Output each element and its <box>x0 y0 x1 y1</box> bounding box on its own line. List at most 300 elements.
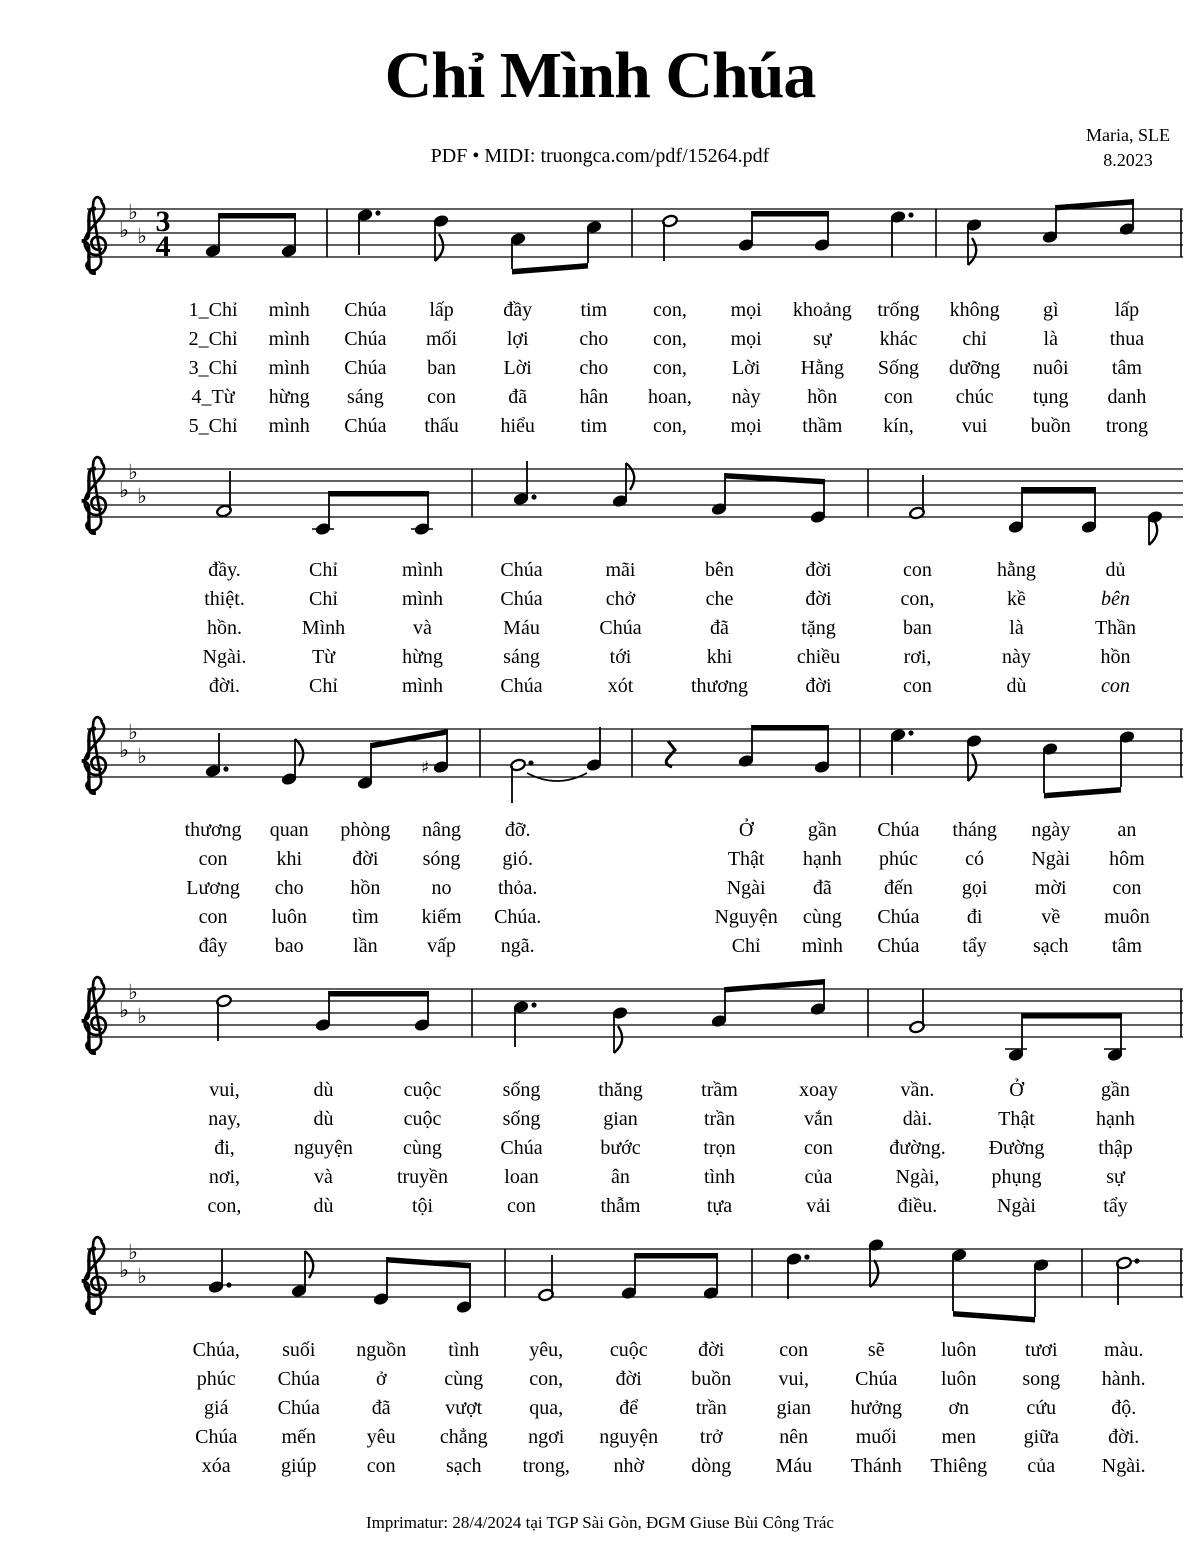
note <box>373 1257 389 1306</box>
lyric-syllable: tháng <box>952 818 997 841</box>
system-2 <box>75 449 1185 701</box>
lyric-syllable: quan <box>269 818 309 841</box>
lyric-syllable: bao <box>274 934 304 957</box>
lyric-syllable: 3_Chỉ <box>188 356 238 379</box>
lyrics-block <box>75 816 1185 961</box>
meta-row <box>0 123 1200 189</box>
lyric-line-1 <box>75 1336 1185 1365</box>
lyric-syllable: mình <box>401 674 444 697</box>
lyric-syllable: Ngài <box>1031 847 1071 870</box>
note <box>711 473 727 516</box>
lyric-syllable: Ở <box>738 818 754 841</box>
lyric-syllable: tội <box>411 1194 434 1217</box>
lyric-syllable: mến <box>281 1425 316 1448</box>
lyric-syllable: an <box>1117 818 1137 841</box>
lyric-syllable: trong, <box>522 1454 570 1477</box>
lyric-syllable: dòng <box>691 1454 732 1477</box>
lyric-syllable <box>556 816 632 845</box>
note <box>414 991 430 1032</box>
beam <box>1022 487 1096 493</box>
beam <box>512 263 588 275</box>
lyric-syllable: cùng <box>403 1136 442 1159</box>
note <box>1081 487 1097 534</box>
lyric-syllable: đời. <box>1108 1425 1140 1448</box>
beam <box>725 473 825 485</box>
lyric-syllable: sáng <box>347 385 384 408</box>
lyric-syllable: kín, <box>883 414 914 437</box>
lyric-syllable: Thật <box>727 847 765 870</box>
lyric-syllable: màu. <box>1104 1338 1144 1361</box>
lyric-syllable: đời <box>615 1367 642 1390</box>
author: Maria, SLE <box>1086 124 1170 145</box>
lyric-line-5 <box>75 932 1185 961</box>
lyric-syllable: gian <box>603 1107 638 1130</box>
lyric-syllable: phòng <box>340 818 391 841</box>
lyric-syllable: đây <box>198 934 228 957</box>
lyric-syllable: no <box>431 876 452 899</box>
lyric-syllable: Chúa <box>599 616 642 639</box>
lyric-syllable: phúc <box>879 847 918 870</box>
lyric-syllable: hạnh <box>802 847 842 870</box>
beam <box>635 1253 718 1259</box>
lyric-syllable: Thiêng <box>930 1454 988 1477</box>
lyric-syllable: phúc <box>196 1367 236 1390</box>
lyric-syllable: trống <box>877 298 920 321</box>
lyric-syllable: Chúa <box>277 1367 320 1390</box>
lyric-syllable: nay, <box>208 1107 241 1130</box>
lyric-syllable: tặng <box>801 616 836 639</box>
lyric-syllable: hoan, <box>648 385 692 408</box>
system-1 <box>75 189 1185 441</box>
brace-glyph: { <box>77 1234 101 1321</box>
lyric-syllable: con <box>804 1136 833 1159</box>
lyric-syllable: tâm <box>1111 356 1142 379</box>
lyric-syllable: này <box>1002 645 1031 668</box>
lyric-syllable: đi <box>966 905 983 928</box>
lyric-syllable: Chúa <box>344 327 387 350</box>
lyric-syllable: có <box>965 847 985 870</box>
lyric-line-2 <box>75 1105 1185 1134</box>
lyric-syllable: cùng <box>802 905 842 928</box>
beam <box>329 491 429 497</box>
lyric-syllable: sống <box>502 1078 541 1101</box>
lyric-syllable: đầy <box>503 298 533 321</box>
lyric-line-5 <box>75 1452 1185 1481</box>
note <box>1147 510 1163 545</box>
lyric-syllable: nguồn <box>356 1338 407 1361</box>
lyric-line-1 <box>75 816 1185 845</box>
half-note <box>538 1255 554 1302</box>
lyric-syllable: chẳng <box>439 1425 488 1448</box>
staff-system <box>75 969 1185 1074</box>
lyric-syllable: hôm <box>1109 847 1145 870</box>
lyric-syllable: Lương <box>186 876 240 899</box>
lyric-syllable: 5_Chỉ <box>188 414 238 437</box>
lyric-syllable: Chúa <box>877 818 920 841</box>
lyric-syllable: buồn <box>1030 414 1071 437</box>
lyric-syllable: mình <box>401 587 444 610</box>
lyric-syllable: dủ <box>1105 558 1126 581</box>
lyric-syllable: bước <box>600 1136 641 1159</box>
lyric-syllable: Máu <box>503 616 540 639</box>
lyric-syllable: tẩy <box>962 934 987 957</box>
lyric-syllable: Chúa <box>195 1425 238 1448</box>
lyric-syllable: Chỉ <box>309 558 338 581</box>
lyric-syllable: nguyện <box>599 1425 659 1448</box>
lyric-syllable: mình <box>268 356 310 379</box>
lyric-syllable: muối <box>855 1425 897 1448</box>
lyric-syllable: loan <box>504 1165 539 1188</box>
note <box>281 213 297 258</box>
lyric-syllable: đã <box>812 876 832 899</box>
lyric-syllable <box>632 816 708 845</box>
lyric-syllable: mình <box>801 934 843 957</box>
lyric-syllable: của <box>1027 1454 1056 1477</box>
lyric-syllable: xoay <box>799 1078 838 1101</box>
lyric-syllable: mình <box>268 414 310 437</box>
lyric-syllable: ngơi <box>528 1425 565 1448</box>
lyrics-block <box>75 556 1185 701</box>
lyric-syllable: tươi <box>1024 1338 1058 1361</box>
lyric-syllable: sạch <box>1032 934 1069 957</box>
lyric-syllable: mọi <box>730 298 762 321</box>
lyric-syllable: con, <box>900 587 935 610</box>
lyric-syllable: con <box>884 385 913 408</box>
lyric-syllable: hằng <box>997 558 1036 581</box>
lyric-syllable: khi <box>706 645 733 668</box>
lyric-syllable: thương <box>184 818 242 841</box>
lyric-syllable: con, <box>653 414 687 437</box>
note <box>814 725 830 774</box>
lyric-syllable: 2_Chỉ <box>188 327 238 350</box>
lyrics-block <box>75 1336 1185 1481</box>
note <box>433 214 449 261</box>
lyric-syllable: Chúa <box>344 298 387 321</box>
note <box>814 211 830 252</box>
lyric-syllable: sự <box>1106 1165 1125 1188</box>
time-signature-bottom: 4 <box>155 229 171 263</box>
lyric-syllable: mối <box>425 327 458 350</box>
note <box>890 210 914 257</box>
flat-icon: ♭ <box>128 459 138 484</box>
note <box>456 1263 472 1314</box>
lyric-syllable: mọi <box>730 414 762 437</box>
lyric-syllable: là <box>1043 327 1058 350</box>
lyric-syllable: hành. <box>1101 1367 1146 1390</box>
lyric-syllable: đời <box>805 674 832 697</box>
lyric-syllable: mọi <box>730 327 762 350</box>
lyric-syllable: cuộc <box>403 1107 442 1130</box>
lyric-syllable: trần <box>703 1107 736 1130</box>
lyric-syllable: độ. <box>1111 1396 1137 1419</box>
note <box>738 211 754 252</box>
lyric-syllable: nâng <box>422 818 461 841</box>
lyric-syllable: ngã. <box>500 934 535 957</box>
lyric-syllable: Chúa, <box>192 1338 240 1361</box>
lyric-line-1 <box>75 296 1185 325</box>
lyric-syllable: Lời <box>503 356 532 379</box>
beam <box>752 211 829 217</box>
lyric-syllable: Từ <box>311 645 336 668</box>
lyric-syllable: tới <box>609 645 632 668</box>
lyric-syllable: ban <box>427 356 456 379</box>
lyric-syllable: sự <box>812 327 832 350</box>
lyric-syllable: sạch <box>445 1454 482 1477</box>
lyric-syllable: về <box>1041 905 1061 928</box>
lyric-syllable: thầm <box>802 414 843 437</box>
lyric-syllable: men <box>941 1425 976 1448</box>
lyric-syllable: hồn. <box>207 616 242 639</box>
lyric-syllable: mình <box>268 327 310 350</box>
lyric-syllable: hồn <box>1100 645 1131 668</box>
lyric-syllable: sẽ <box>867 1338 885 1361</box>
lyric-syllable: Ngài, <box>895 1165 940 1188</box>
lyric-syllable: tâm <box>1111 934 1142 957</box>
lyrics-block <box>75 1076 1185 1221</box>
note <box>205 213 221 258</box>
lyric-syllable: tựa <box>706 1194 733 1217</box>
lyric-syllable: con, <box>653 356 687 379</box>
note <box>786 1252 810 1299</box>
note <box>205 733 229 778</box>
lyric-syllable <box>556 903 632 932</box>
note <box>612 463 634 508</box>
lyric-syllable: lấp <box>1114 298 1140 321</box>
lyric-syllable: con, <box>653 298 687 321</box>
staff-system <box>75 449 1185 554</box>
lyric-syllable: luôn <box>940 1367 977 1390</box>
lyric-syllable <box>632 932 708 961</box>
lyric-syllable: Chúa <box>877 905 920 928</box>
lyric-syllable: sóng <box>422 847 461 870</box>
lyric-syllable: Nguyện <box>714 905 778 928</box>
lyric-line-3 <box>75 354 1185 383</box>
lyric-syllable: bên <box>1101 587 1130 610</box>
author-block <box>1086 123 1170 173</box>
beam <box>371 729 448 749</box>
lyric-syllable: và <box>413 616 432 639</box>
lyric-syllable: điều. <box>897 1194 938 1217</box>
flat-icon: ♭ <box>137 1263 147 1288</box>
lyric-syllable: đời <box>698 1338 725 1361</box>
lyric-syllable: gì <box>1042 298 1059 321</box>
lyric-syllable: suối <box>282 1338 316 1361</box>
lyric-syllable: hưởng <box>850 1396 902 1419</box>
lyric-syllable: nhờ <box>613 1454 645 1477</box>
note <box>868 1238 884 1287</box>
lyric-syllable: Thánh <box>850 1454 902 1477</box>
lyric-syllable: đời <box>352 847 379 870</box>
lyric-syllable: xóa <box>201 1454 231 1477</box>
lyric-syllable: tình <box>448 1338 480 1361</box>
lyric-syllable: mình <box>268 298 310 321</box>
note <box>890 728 914 775</box>
lyric-line-1 <box>75 556 1185 585</box>
system-4 <box>75 969 1185 1221</box>
lyric-syllable: đã <box>710 616 729 639</box>
lyric-syllable: Chúa <box>344 414 387 437</box>
half-note <box>909 989 925 1034</box>
lyric-syllable: Chúa. <box>494 905 542 928</box>
lyric-syllable: lợi <box>506 327 529 350</box>
lyric-syllable: tình <box>703 1165 736 1188</box>
lyric-syllable: khoảng <box>792 298 852 321</box>
lyric-syllable: Chúa <box>500 587 543 610</box>
lyric-syllable: thua <box>1109 327 1145 350</box>
lyric-syllable: ngày <box>1031 818 1071 841</box>
lyric-syllable: con <box>903 674 932 697</box>
score <box>75 189 1185 1481</box>
lyric-syllable: tim <box>580 414 608 437</box>
lyric-syllable: hừng <box>402 645 443 668</box>
lyric-line-3 <box>75 874 1185 903</box>
lyric-syllable: trọn <box>703 1136 736 1159</box>
lyric-syllable: Ngài. <box>202 645 247 668</box>
note <box>966 734 982 781</box>
lyric-syllable: cho <box>579 327 609 350</box>
lyric-syllable: trong <box>1105 414 1149 437</box>
lyric-syllable: con <box>903 558 932 581</box>
lyric-syllable: Chúa <box>500 558 543 581</box>
quarter-rest-icon <box>666 741 675 767</box>
lyric-syllable: Ngài <box>726 876 766 899</box>
lyric-syllable: kiếm <box>421 905 462 928</box>
note <box>1119 730 1135 787</box>
pdf-midi-link[interactable]: PDF • MIDI: truongca.com/pdf/15264.pdf <box>430 144 770 167</box>
lyric-syllable: bên <box>705 558 734 581</box>
lyric-syllable: đến <box>884 876 913 899</box>
lyric-syllable: 1_Chỉ <box>188 298 238 321</box>
flat-icon: ♭ <box>128 1239 138 1264</box>
lyric-syllable: kề <box>1007 587 1026 610</box>
lyric-syllable: Chỉ <box>731 934 761 957</box>
lyric-syllable: buồn <box>691 1367 732 1390</box>
note <box>810 479 826 524</box>
lyric-syllable: xót <box>607 674 634 697</box>
lyric-syllable: vấp <box>427 934 456 957</box>
lyric-syllable <box>556 874 632 903</box>
note <box>621 1253 637 1300</box>
note <box>951 1248 967 1311</box>
lyric-syllable: ơn <box>948 1396 970 1419</box>
note <box>711 987 727 1028</box>
lyric-syllable: cuộc <box>403 1078 442 1101</box>
lyric-syllable: yêu <box>366 1425 396 1448</box>
lyric-syllable: luôn <box>940 1338 977 1361</box>
lyric-syllable: con, <box>653 327 687 350</box>
lyric-syllable <box>632 903 708 932</box>
note <box>281 739 303 786</box>
lyric-syllable: tim <box>580 298 608 321</box>
lyric-syllable: dù <box>313 1194 334 1217</box>
half-note <box>909 475 925 520</box>
note <box>315 491 331 536</box>
note <box>513 461 537 506</box>
lyric-syllable: Chúa <box>855 1367 898 1390</box>
lyric-syllable: hân <box>579 385 609 408</box>
lyric-syllable: ban <box>903 616 932 639</box>
lyric-line-2 <box>75 325 1185 354</box>
lyric-syllable: trở <box>699 1425 723 1448</box>
lyric-syllable: vần. <box>900 1078 935 1101</box>
eighth-flag <box>614 1026 622 1053</box>
lyric-syllable: sống <box>502 1107 541 1130</box>
flat-icon: ♭ <box>128 719 138 744</box>
lyric-syllable: là <box>1009 616 1024 639</box>
brace-glyph: { <box>77 194 101 281</box>
half-note <box>662 214 678 261</box>
lyric-syllable: dưỡng <box>948 356 1001 379</box>
augmentation-dot <box>528 760 533 765</box>
note <box>414 491 430 536</box>
lyric-syllable: đời <box>805 587 832 610</box>
flat-icon: ♭ <box>137 483 147 508</box>
staff-system <box>75 709 1185 814</box>
augmentation-dot <box>531 494 536 499</box>
lyric-syllable: Hằng <box>800 356 844 379</box>
beam <box>953 1311 1035 1323</box>
eighth-flag <box>968 238 976 265</box>
lyric-syllable: ở <box>375 1367 387 1390</box>
lyric-line-4 <box>75 383 1185 412</box>
lyric-syllable: nuôi <box>1032 356 1069 379</box>
lyric-syllable: Thần <box>1094 616 1137 639</box>
lyric-line-3 <box>75 1394 1185 1423</box>
time-signature-top: 3 <box>155 204 171 238</box>
lyric-line-1 <box>75 1076 1185 1105</box>
lyric-syllable: đời. <box>208 674 241 697</box>
lyric-syllable: đi, <box>214 1136 235 1159</box>
lyric-syllable <box>632 874 708 903</box>
lyric-syllable: vui, <box>209 1078 240 1101</box>
lyric-line-4 <box>75 1423 1185 1452</box>
lyric-syllable: Chúa <box>344 356 387 379</box>
lyric-syllable: hừng <box>268 385 310 408</box>
lyric-syllable: đỡ. <box>504 818 531 841</box>
lyric-syllable: gọi <box>961 876 988 899</box>
beam <box>387 1257 471 1269</box>
lyric-syllable: trần <box>695 1396 727 1419</box>
lyric-syllable: mời <box>1034 876 1067 899</box>
lyric-syllable <box>556 932 632 961</box>
lyric-syllable: Chúa <box>277 1396 320 1419</box>
note <box>1042 742 1058 793</box>
lyric-syllable: Chúa <box>877 934 920 957</box>
half-note <box>1116 1256 1140 1305</box>
lyric-syllable: con <box>779 1338 809 1361</box>
lyric-syllable: này <box>731 385 761 408</box>
lyric-syllable: nguyện <box>294 1136 353 1159</box>
lyric-syllable: và <box>314 1165 333 1188</box>
lyric-syllable: con, <box>207 1194 242 1217</box>
half-note <box>216 994 232 1041</box>
note <box>586 727 602 772</box>
lyric-syllable: khi <box>276 847 302 870</box>
flat-icon: ♭ <box>128 199 138 224</box>
lyric-syllable: dài. <box>902 1107 933 1130</box>
augmentation-dot <box>908 212 913 217</box>
lyrics-block <box>75 296 1185 441</box>
lyric-syllable: cho <box>579 356 609 379</box>
page-title: Chỉ Mình Chúa <box>384 39 816 112</box>
lyric-syllable: tụng <box>1032 385 1069 408</box>
lyric-syllable: rơi, <box>903 645 932 668</box>
lyric-syllable: đã <box>508 385 528 408</box>
lyric-syllable: chỉ <box>962 327 987 350</box>
lyric-syllable: sáng <box>503 645 540 668</box>
lyric-syllable: dù <box>1006 674 1027 697</box>
note <box>612 1006 628 1053</box>
